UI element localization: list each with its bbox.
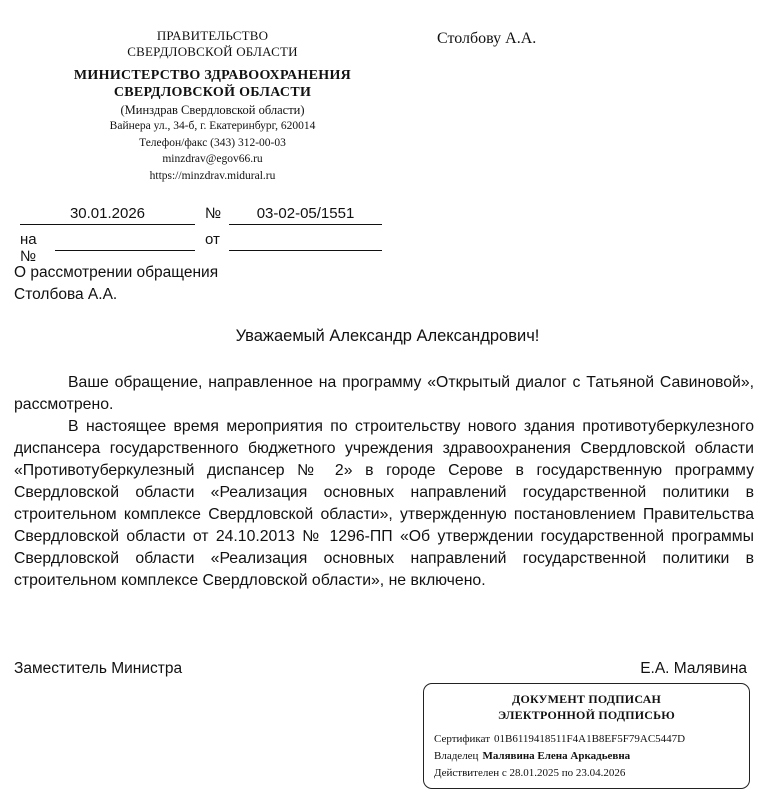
ministry-address: Вайнера ул., 34-б, г. Екатеринбург, 620014 — [109, 120, 316, 133]
signer-name: Е.А. Малявина — [640, 660, 747, 677]
stamp-validity: Действителен с 28.01.2025 по 23.04.2026 — [434, 767, 626, 780]
reply-date-field — [229, 231, 382, 251]
body-paragraph-2: В настоящее время мероприятия по строительству нового здания противотуберкулезного диспансера государственного бюджетного учреждения здравоохранения Свердловской области «Противотуберкулезный диспансер № 2» в городе Серове в государственную программу Свердловской области «Реализация основных направлений государственной политики в строительном комплексе Свердловской области», утвержденную постановлением Правительства Свердловской области от 24.10.2013 № 1296-ПП «Об утверждении государственной программы Свердловской области «Реализация основных направлений государственной политики в строительном комплексе Свердловской области», не включено. — [14, 418, 754, 589]
outgoing-date: 30.01.2026 — [20, 205, 195, 225]
ministry-email: minzdrav@egov66.ru — [162, 153, 263, 166]
ministry-name: МИНИСТЕРСТВО ЗДРАВООХРАНЕНИЯ СВЕРДЛОВСКОЙ ОБЛАСТИ — [73, 67, 352, 100]
number-label: № — [205, 205, 222, 222]
body-paragraph-1: Ваше обращение, направленное на программу «Открытый диалог с Татьяной Савиновой», рассмотрено. — [14, 374, 754, 413]
letterhead — [40, 28, 385, 185]
signer-position: Заместитель Министра — [14, 660, 183, 677]
stamp-certificate: Сертификат 01B6119418511F4A1B8EF5F79AC5447D — [434, 733, 686, 746]
ministry-website: https://minzdrav.midural.ru — [149, 170, 276, 183]
ministry-short-name: (Минздрав Свердловской области) — [120, 102, 305, 117]
addressee: Столбову А.А. — [437, 30, 537, 47]
reply-number-field — [55, 231, 195, 251]
reply-date-label: от — [205, 231, 220, 248]
greeting: Уважаемый Александр Александрович! — [235, 327, 540, 345]
reply-number-label: на № — [20, 231, 37, 265]
outgoing-number: 03-02-05/1551 — [229, 205, 382, 225]
stamp-title: ДОКУМЕНТ ПОДПИСАН ЭЛЕКТРОННОЙ ПОДПИСЬЮ — [497, 692, 676, 722]
ministry-contacts — [40, 118, 385, 185]
ministry-phone: Телефон/факс (343) 312-00-03 — [139, 136, 286, 149]
electronic-signature-stamp — [423, 683, 750, 789]
letter-body — [14, 372, 754, 592]
letter-subject: О рассмотрении обращения Столбова А.А. — [14, 264, 219, 303]
government-name: ПРАВИТЕЛЬСТВО СВЕРДЛОВСКОЙ ОБЛАСТИ — [127, 28, 298, 60]
stamp-owner: Владелец Малявина Елена Аркадьевна — [434, 750, 631, 763]
